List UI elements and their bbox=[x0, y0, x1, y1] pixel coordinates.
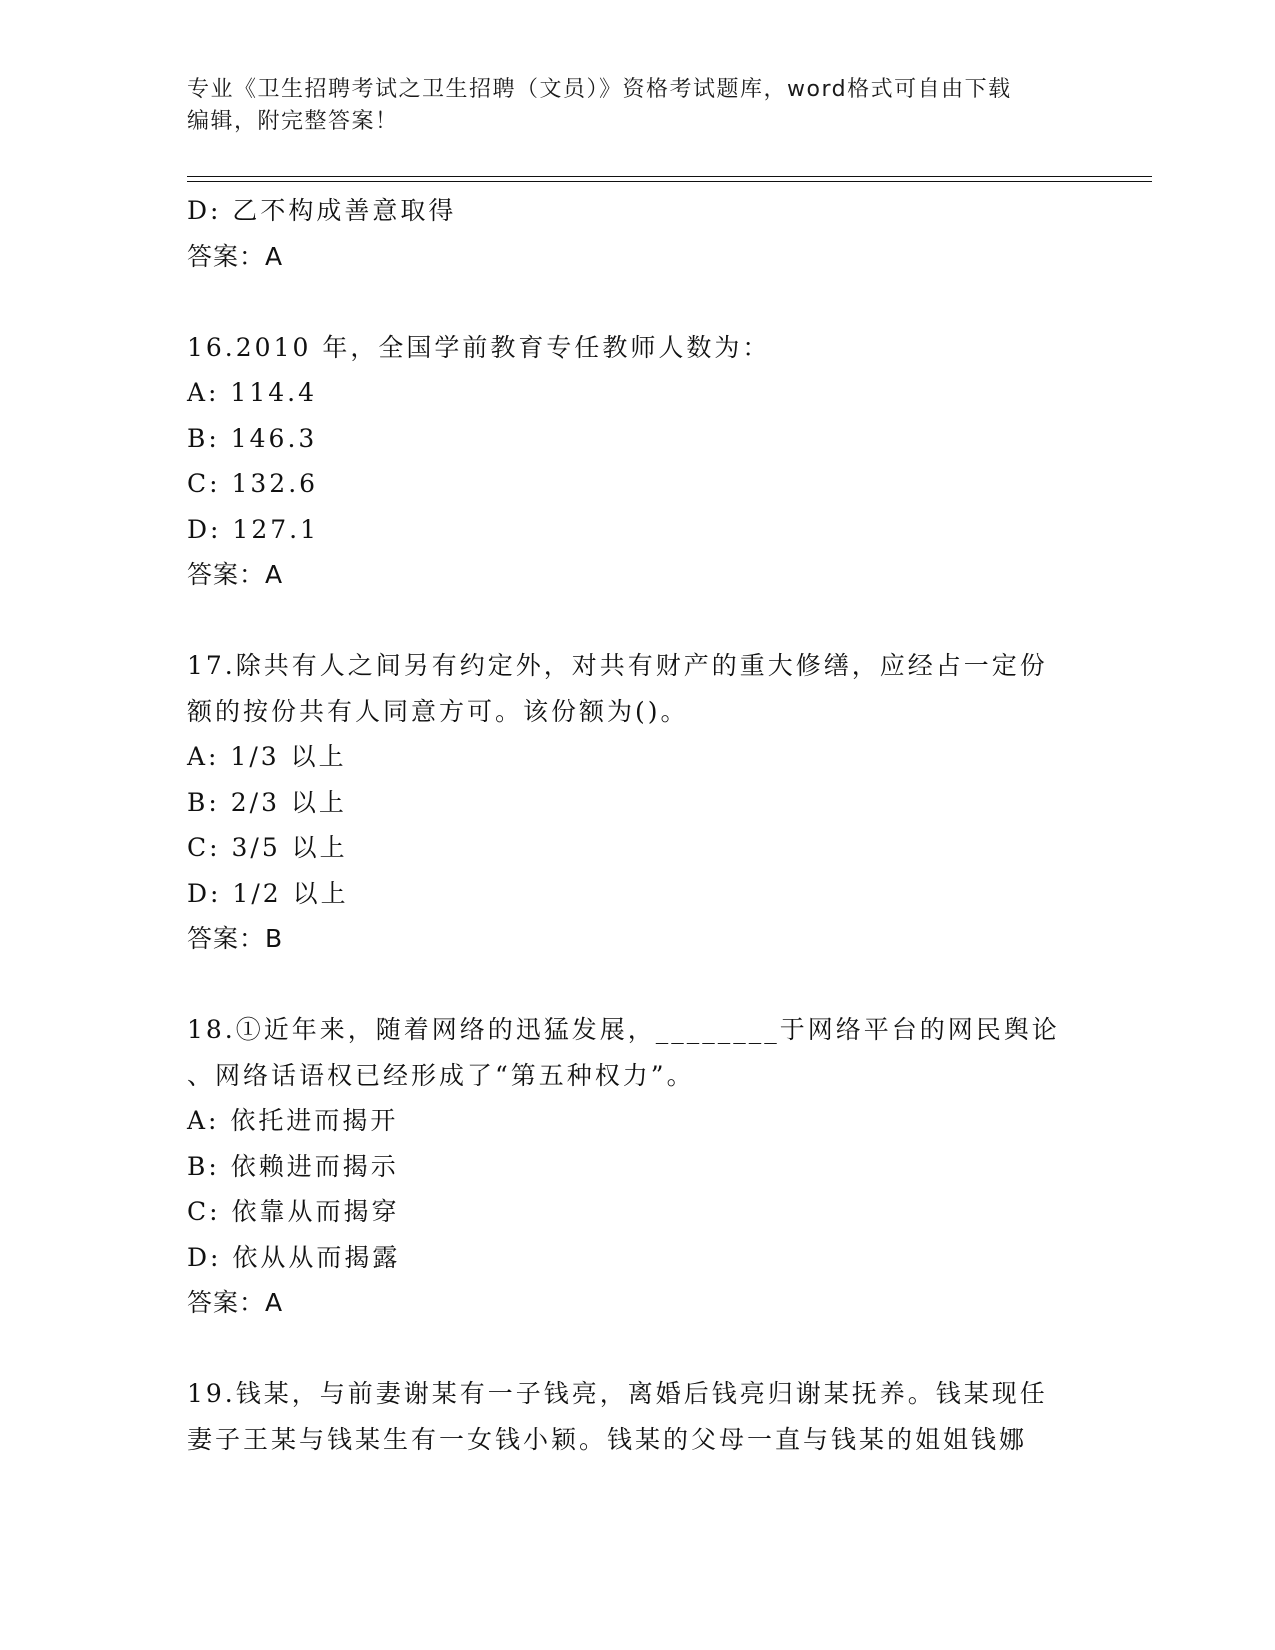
answer: 答案：A bbox=[187, 560, 284, 589]
spacer bbox=[187, 279, 1087, 325]
question-18 bbox=[187, 1007, 1087, 1326]
option-b: B: 依赖进而揭示 bbox=[187, 1151, 399, 1181]
option-b: B: 146.3 bbox=[187, 423, 318, 453]
question-stem-continued: 妻子王某与钱某生有一女钱小颖。钱某的父母一直与钱某的姐姐钱娜 bbox=[187, 1424, 1028, 1454]
option-d: D: 1/2 以上 bbox=[187, 878, 349, 908]
answer: 答案：A bbox=[187, 241, 284, 271]
question-16 bbox=[187, 325, 1087, 598]
question-stem: 17.除共有人之间另有约定外，对共有财产的重大修缮，应经占一定份 bbox=[187, 651, 1048, 680]
question-stem: 19.钱某，与前妻谢某有一子钱亮，离婚后钱亮归谢某抚养。钱某现任 bbox=[187, 1379, 1048, 1408]
question-stem-continued: 额的按份共有人同意方可。该份额为()。 bbox=[187, 696, 689, 726]
question-17 bbox=[187, 643, 1087, 962]
option-c: C: 132.6 bbox=[187, 469, 319, 498]
option-c: C: 依靠从而揭穿 bbox=[187, 1197, 400, 1226]
header-divider-bottom bbox=[187, 181, 1152, 182]
header-divider-top bbox=[187, 176, 1152, 177]
question-stem: 16.2010 年，全国学前教育专任教师人数为： bbox=[187, 332, 771, 362]
option-a: A: 依托进而揭开 bbox=[187, 1106, 399, 1135]
option-a: A: 1/3 以上 bbox=[187, 742, 347, 771]
option-d: D: 乙不构成善意取得 bbox=[187, 196, 457, 225]
header-line-1: 专业《卫生招聘考试之卫生招聘（文员）》资格考试题库，word格式可自由下载 bbox=[187, 77, 1012, 102]
option-d: D: 依从从而揭露 bbox=[187, 1242, 401, 1272]
question-stem: 18.①近年来，随着网络的迅猛发展，________于网络平台的网民舆论 bbox=[187, 1015, 1060, 1044]
question-stem-continued: 、网络话语权已经形成了“第五种权力”。 bbox=[187, 1060, 695, 1090]
header-line-2: 编辑，附完整答案！ bbox=[187, 109, 399, 134]
answer: 答案：A bbox=[187, 1288, 284, 1317]
spacer bbox=[187, 1326, 1087, 1372]
spacer bbox=[187, 962, 1087, 1008]
option-c: C: 3/5 以上 bbox=[187, 833, 348, 862]
spacer bbox=[187, 598, 1087, 644]
answer: 答案：B bbox=[187, 924, 284, 953]
option-a: A: 114.4 bbox=[187, 378, 317, 407]
document-header bbox=[187, 74, 1067, 138]
exam-content bbox=[187, 188, 1087, 1462]
option-d: D: 127.1 bbox=[187, 514, 319, 544]
question-19 bbox=[187, 1371, 1087, 1462]
previous-question-tail bbox=[187, 188, 1087, 279]
option-b: B: 2/3 以上 bbox=[187, 787, 347, 817]
